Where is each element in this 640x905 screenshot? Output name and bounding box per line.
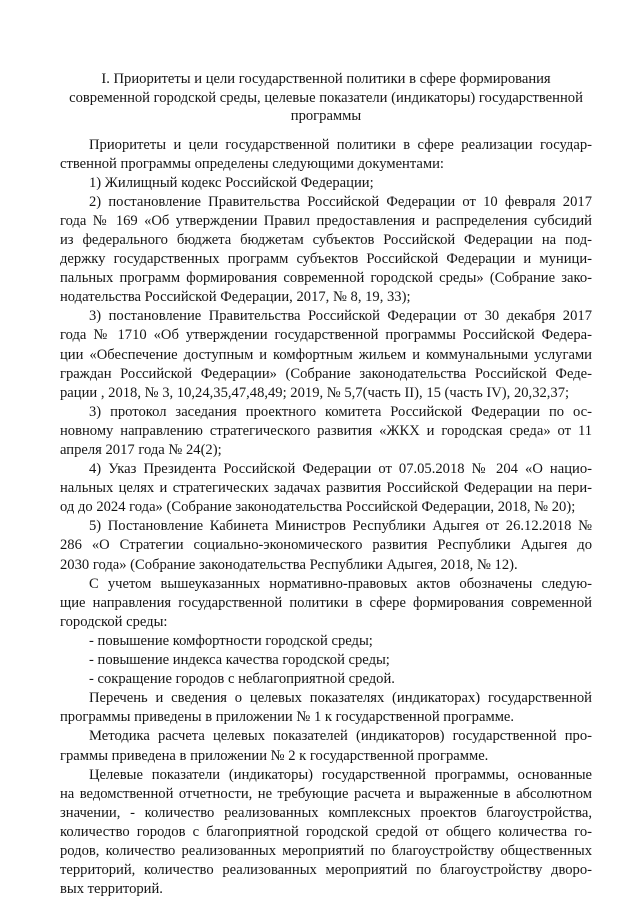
paragraph-line: из федерального бюджета бюджетам субъектов Российской Федерации на под- <box>60 231 592 248</box>
paragraph <box>60 575 592 632</box>
paragraph <box>60 174 592 193</box>
section-heading-line: I. Приоритеты и цели государственной политики в сфере формирования <box>101 71 551 87</box>
paragraph-line: 4) Указ Президента Российской Федерации от 07.05.2018 № 204 «О нацио- <box>89 461 592 478</box>
paragraph <box>60 460 592 517</box>
paragraph-line: 2030 года» (Собрание законодательства Республики Адыгея, 2018, № 12). <box>60 556 518 573</box>
section-heading-line: программы <box>290 108 362 124</box>
paragraph-line: апреля 2017 года № 24(2); <box>60 442 222 458</box>
paragraph <box>60 193 592 308</box>
bullet-item <box>60 632 592 651</box>
paragraph-line: держку государственных программ субъектов Российской Федерации и муници- <box>60 251 592 268</box>
paragraph-line: на ведомственной отчетности, не требующие расчета и выраженные в абсолютном <box>60 785 592 802</box>
paragraph <box>60 766 592 900</box>
paragraph-line: 1) Жилищный кодекс Российской Федерации; <box>89 174 374 191</box>
paragraph-line: нальных целях и стратегических задачах развития Российской Федерации на пери- <box>60 480 592 497</box>
paragraph-line: щие направления государственной политики в сфере формирования современной <box>60 594 592 611</box>
paragraph-line: 5) Постановление Кабинета Министров Республики Адыгея от 26.12.2018 № <box>89 518 592 535</box>
paragraph-line: Целевые показатели (индикаторы) государственной программы, основанные <box>89 766 592 783</box>
paragraph-line: родов, количество реализованных мероприятий по благоустройству общественных <box>60 842 592 859</box>
paragraph-line: 3) постановление Правительства Российской Федерации от 30 декабря 2017 <box>89 308 592 325</box>
paragraph-line: количество городов с благоприятной городской средой от общего количества го- <box>60 823 592 840</box>
paragraph-line: года № 1710 «Об утверждении государственной программы Российской Федера- <box>60 327 592 344</box>
paragraph-line: территорий, количество реализованных мероприятий по благоустройству дворо- <box>60 862 592 879</box>
paragraph-line: Перечень и сведения о целевых показателях (индикаторах) государственной <box>89 690 592 707</box>
paragraph-line: новному направлению стратегического развития «ЖКХ и городская среда» от 11 <box>60 422 592 439</box>
paragraph <box>60 136 592 174</box>
paragraph-line: нодательства Российской Федерации, 2017, № 8, 19, 33); <box>60 289 411 306</box>
paragraph-line: 3) протокол заседания проектного комитета Российской Федерации по ос- <box>89 403 592 420</box>
paragraph-line: года № 169 «Об утверждении Правил предоставления и распределения субсидий <box>60 212 592 229</box>
paragraph-line: - повышение индекса качества городской среды; <box>89 652 390 669</box>
document-page <box>60 70 592 899</box>
paragraph-line: Методика расчета целевых показателей (индикаторов) государственной про- <box>89 728 592 745</box>
section-heading <box>60 70 592 126</box>
paragraph-line: вых территорий. <box>60 881 163 898</box>
paragraph-line: - сокращение городов с неблагоприятной средой. <box>89 671 395 688</box>
bullet-item <box>60 670 592 689</box>
paragraph-line: ственной программы определены следующими документами: <box>60 155 444 172</box>
paragraph-line: программы приведены в приложении № 1 к государственной программе. <box>60 709 515 726</box>
paragraph-line: - повышение комфортности городской среды; <box>89 632 373 649</box>
paragraph-line: С учетом вышеуказанных нормативно-правовых актов обозначены следую- <box>89 575 592 592</box>
paragraph-line: рации , 2018, № 3, 10,24,35,47,48,49; 2019, № 5,7(часть II), 15 (часть IV), 20,32,37; <box>60 384 570 401</box>
paragraph <box>60 307 592 402</box>
paragraph <box>60 403 592 460</box>
paragraph-line: городской среды: <box>60 613 168 630</box>
paragraph-line: 2) постановление Правительства Российской Федерации от 10 февраля 2017 <box>89 193 592 210</box>
paragraph-line: од до 2024 года» (Собрание законодательства Российской Федерации, 2018, № 20); <box>60 499 576 516</box>
section-heading-line: современной городской среды, целевые показатели (индикаторы) государственной <box>69 89 583 106</box>
paragraph-line: Приоритеты и цели государственной политики в сфере реализации государ- <box>89 136 592 153</box>
paragraph-line: значении, - количество реализованных комплексных проектов благоустройства, <box>60 804 592 821</box>
paragraph <box>60 727 592 765</box>
paragraph-line: граммы приведена в приложении № 2 к государственной программе. <box>60 747 489 764</box>
paragraph <box>60 517 592 574</box>
document-body <box>60 136 592 900</box>
paragraph-line: 286 «О Стратегии социально-экономического развития Республики Адыгея до <box>60 537 592 554</box>
paragraph <box>60 689 592 727</box>
paragraph-line: ции «Обеспечение доступным и комфортным жильем и коммунальными услугами <box>60 346 592 363</box>
paragraph-line: пальных программ формирования современной городской среды» (Собрание зако- <box>60 270 592 287</box>
bullet-item <box>60 651 592 670</box>
paragraph-line: граждан Российской Федерации» (Собрание законодательства Российской Феде- <box>60 365 592 382</box>
